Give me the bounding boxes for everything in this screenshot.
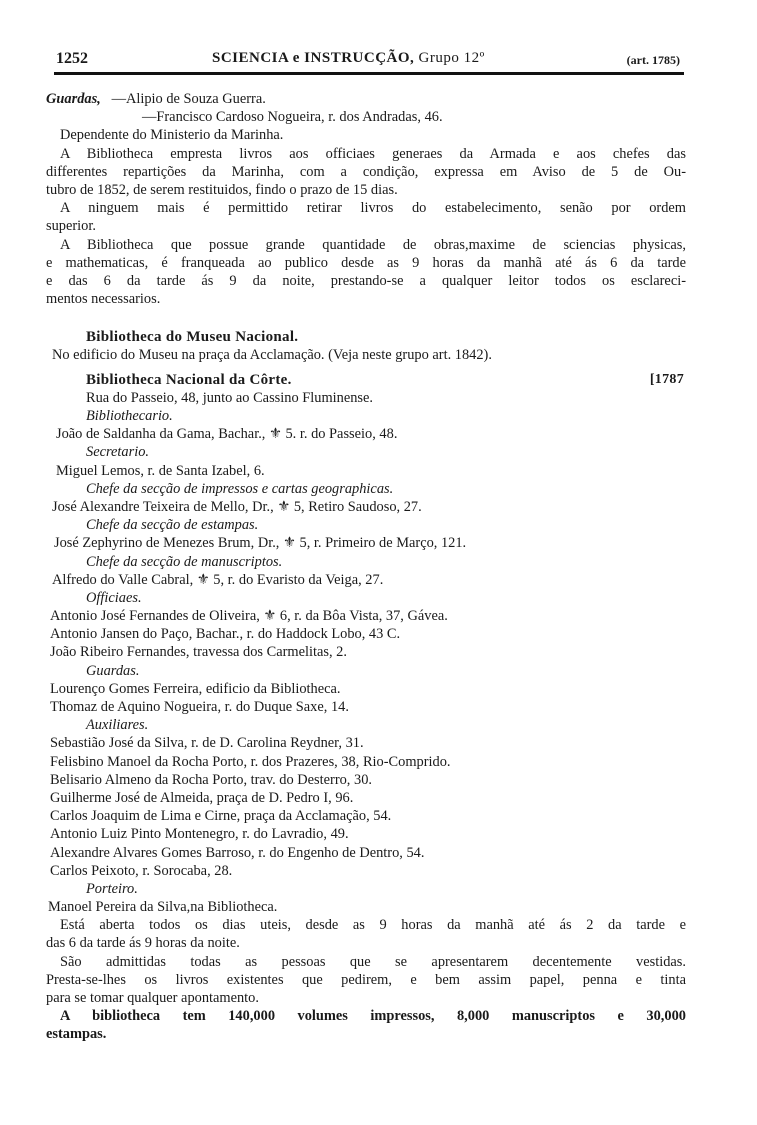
list-item: Antonio Jansen do Paço, Bachar., r. do Haddock Lobo, 43 C. xyxy=(50,626,401,643)
page-number: 1252 xyxy=(56,50,88,67)
paragraph-admission xyxy=(46,953,686,1008)
running-title xyxy=(212,50,485,67)
text-line: estampas. xyxy=(46,1026,107,1043)
header-rule xyxy=(54,72,684,75)
text-line: A Bibliotheca empresta livros aos officiaes generaes da Armada e aos chefes das xyxy=(60,145,686,162)
text-line: mentos necessarios. xyxy=(46,291,161,308)
list-item: Belisario Almeno da Rocha Porto, trav. do Desterro, 30. xyxy=(50,771,372,788)
museu-heading: Bibliotheca do Museu Nacional. xyxy=(86,329,299,346)
section-number: [1787 xyxy=(649,371,684,387)
group-label: Grupo 12º xyxy=(418,50,485,66)
role-guardas: Guardas. xyxy=(86,662,140,679)
text-line: Está aberta todos os dias uteis, desde as 9 horas da manhã até ás 2 da tarde e xyxy=(60,917,686,934)
paragraph-opening xyxy=(46,236,686,309)
text-line: A bibliotheca tem 140,000 volumes impressos, 8,000 manuscriptos e 30,000 xyxy=(60,1008,686,1025)
list-item: Thomaz de Aquino Nogueira, r. do Duque Saxe, 14. xyxy=(50,699,349,715)
text-line: A Bibliotheca que possue grande quantidade de obras,maxime de sciencias physicas, xyxy=(60,236,686,253)
paragraph-hours xyxy=(46,916,686,952)
entry-bibliothecario: João de Saldanha da Gama, Bachar., ⚜ 5. r. do Passeio, 48. xyxy=(56,426,398,443)
guardas-name-1: —Alipio de Souza Guerra. xyxy=(111,91,266,107)
text-line: São admittidas todas as pessoas que se apresentarem decentemente vestidas. xyxy=(60,953,686,970)
list-item: Guilherme José de Almeida, praça de D. Pedro I, 96. xyxy=(50,789,354,806)
list-item: Antonio José Fernandes de Oliveira, ⚜ 6, r. da Bôa Vista, 37, Gávea. xyxy=(50,608,448,625)
text-line: tubro de 1852, de serem restituidos, findo o prazo de 15 dias. xyxy=(46,181,398,198)
entry-chefe-impressos: José Alexandre Teixeira de Mello, Dr., ⚜ 5, Retiro Saudoso, 27. xyxy=(52,498,422,515)
list-item: João Ribeiro Fernandes, travessa dos Carmelitas, 2. xyxy=(50,644,347,661)
list-item: Alexandre Alvares Gomes Barroso, r. do Engenho de Dentro, 54. xyxy=(50,844,425,861)
text-line: superior. xyxy=(46,218,96,235)
running-title-text: SCIENCIA e INSTRUCÇÃO, xyxy=(212,50,415,66)
list-item: Lourenço Gomes Ferreira, edificio da Bibliotheca. xyxy=(50,680,341,697)
text-line: Presta-se-lhes os livros existentes que pedirem, e bem assim papel, penna e tinta xyxy=(46,971,686,988)
role-porteiro: Porteiro. xyxy=(86,880,138,897)
text-line: e mathematicas, é franqueada ao publico desde as 9 horas da manhã até ás 6 da tarde xyxy=(46,254,686,271)
entry-secretario: Miguel Lemos, r. de Santa Izabel, 6. xyxy=(56,462,265,479)
paragraph-permission xyxy=(46,199,686,235)
dependency-text: Dependente do Ministerio da Marinha. xyxy=(60,127,284,144)
role-bibliothecario: Bibliothecario. xyxy=(86,408,173,424)
role-secretario: Secretario. xyxy=(86,444,150,461)
text-line: para se tomar qualquer apontamento. xyxy=(46,990,259,1006)
text-line: A ninguem mais é permittido retirar livros do estabelecimento, senão por ordem xyxy=(60,200,686,217)
list-item: Carlos Joaquim de Lima e Cirne, praça da Acclamação, 54. xyxy=(50,808,392,825)
article-reference: (art. 1785) xyxy=(626,53,680,67)
role-chefe-estampas: Chefe da secção de estampas. xyxy=(86,517,259,534)
guardas-line-1 xyxy=(46,90,686,108)
page-body xyxy=(46,90,686,1044)
entry-chefe-estampas: José Zephyrino de Menezes Brum, Dr., ⚜ 5, r. Primeiro de Março, 121. xyxy=(54,535,467,552)
role-chefe-manuscriptos: Chefe da secção de manuscriptos. xyxy=(86,553,283,570)
nacional-address: Rua do Passeio, 48, junto ao Cassino Fluminense. xyxy=(86,389,374,406)
paragraph-volumes xyxy=(46,1007,686,1043)
text-line: differentes repartições da Marinha, com a condição, expressa em Aviso de 5 de Ou- xyxy=(46,163,686,180)
paragraph-lending xyxy=(46,145,686,200)
spacer xyxy=(46,308,686,328)
text-line: das 6 da tarde ás 9 horas da noite. xyxy=(46,935,240,952)
guardas-line-2: —Francisco Cardoso Nogueira, r. dos Andradas, 46. xyxy=(142,109,443,126)
text-line: e das 6 da tarde ás 9 da noite, prestando-se a qualquer leitor todos os esclareci- xyxy=(46,272,686,289)
role-chefe-impressos: Chefe da secção de impressos e cartas geographicas. xyxy=(86,480,394,497)
list-item: Carlos Peixoto, r. Sorocaba, 28. xyxy=(50,862,233,879)
list-item: Sebastião José da Silva, r. de D. Carolina Reydner, 31. xyxy=(50,735,364,752)
entry-porteiro: Manoel Pereira da Silva,na Bibliotheca. xyxy=(48,899,278,916)
page-header xyxy=(52,46,684,72)
entry-chefe-manuscriptos: Alfredo do Valle Cabral, ⚜ 5, r. do Evaristo da Veiga, 27. xyxy=(52,571,384,588)
nacional-heading-line xyxy=(46,371,686,389)
museu-text: No edificio do Museu na praça da Acclamação. (Veja neste grupo art. 1842). xyxy=(52,347,492,364)
nacional-heading: Bibliotheca Nacional da Côrte. xyxy=(86,371,292,388)
role-officiaes: Officiaes. xyxy=(86,589,142,606)
guardas-label: Guardas, xyxy=(46,91,101,107)
list-item: Felisbino Manoel da Rocha Porto, r. dos Prazeres, 38, Rio-Comprido. xyxy=(50,753,451,770)
role-auxiliares: Auxiliares. xyxy=(86,717,149,734)
list-item: Antonio Luiz Pinto Montenegro, r. do Lavradio, 49. xyxy=(50,826,349,843)
